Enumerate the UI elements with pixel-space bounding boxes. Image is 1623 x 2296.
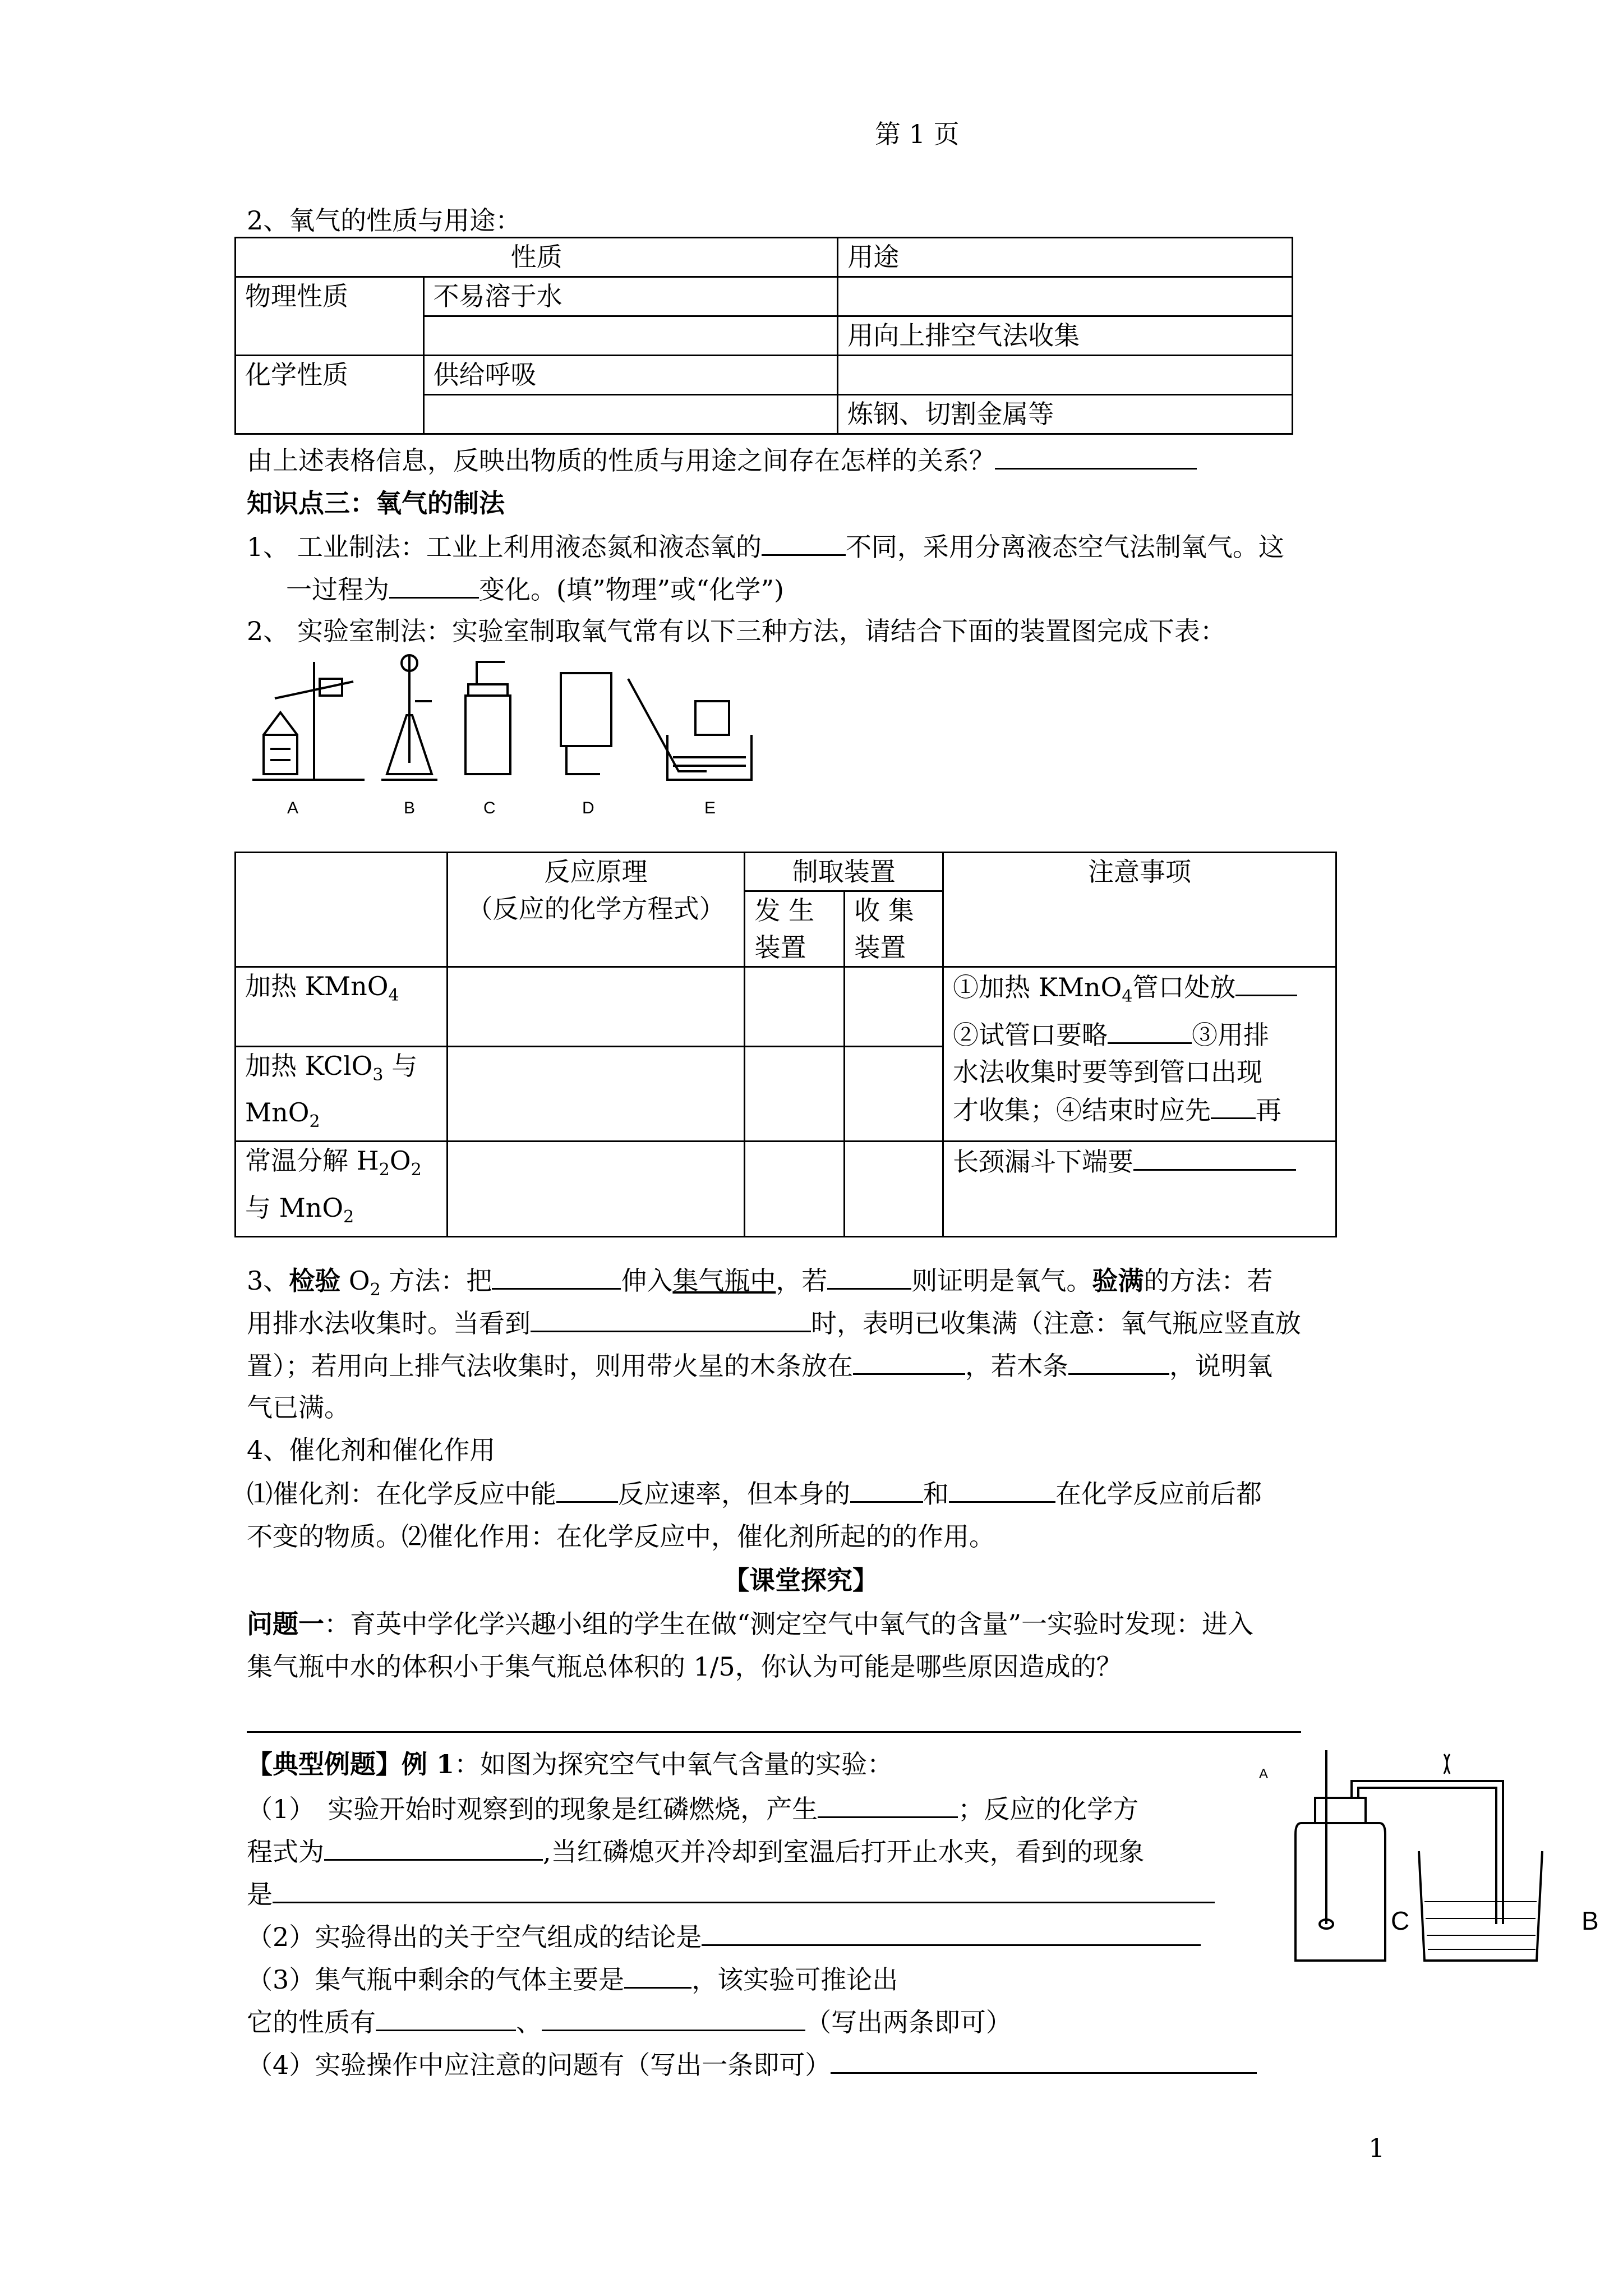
col-property-header: 性质 (236, 238, 838, 277)
apparatus-e-icon (628, 679, 751, 780)
physical-use-item: 用向上排空气法收集 (838, 316, 1293, 356)
lab-method-line: 2、 实验室制法：实验室制取氧气常有以下三种方法，请结合下面的装置图完成下表： (247, 616, 1226, 646)
beaker-icon (1419, 1851, 1542, 1961)
example-q4-line: （4）实验操作中应注意的问题有（写出一条即可） (247, 2042, 1257, 2087)
chemical-use-blank[interactable] (838, 356, 1293, 395)
row-kclo3-label: 加热 KClO$_3$ 与 MnO$_2$ (236, 1047, 448, 1142)
example-q1-line-1: （1） 实验开始时观察到的现象是红磷燃烧，产生 ；反应的化学方 (247, 1786, 1138, 1831)
figure-label-a: A (1259, 1766, 1269, 1782)
kclo3-equation-blank[interactable] (447, 1047, 745, 1142)
col-use-header: 用途 (838, 238, 1293, 277)
catalyst-line-2: 不变的物质。⑵催化作用：在化学反应中，催化剂所起的的作用。 (247, 1521, 995, 1552)
figure-label-b: B (1581, 1906, 1599, 1935)
page-number: 1 (1368, 2133, 1385, 2163)
example-q1-line-3: 是 (247, 1871, 1215, 1916)
inquiry-title: 【课堂探究】 (723, 1565, 878, 1595)
lab-methods-table (234, 852, 1337, 1237)
example-q3-line-2: 它的性质有 、 （写出两条即可） (247, 1999, 1012, 2044)
section-2-title: 2、氧气的性质与用途： (247, 205, 522, 236)
notes-header: 注意事项 (943, 853, 1336, 967)
test-method-line-3: 置）；若用向上排气法收集时，则用带火星的木条放在 ，若木条 ，说明氧 (247, 1343, 1272, 1388)
inquiry-question-line-1: 问题一：育英中学化学兴趣小组的学生在做“测定空气中氧气的含量”一实验时发现：进入 (247, 1609, 1254, 1639)
test-method-line-2: 用排水法收集时。当看到 时，表明已收集满（注意：氧气瓶应竖直放 (247, 1300, 1301, 1345)
figure-label-c: C (1391, 1906, 1410, 1935)
page-header-label: 第 1 页 (875, 119, 960, 149)
apparatus-d-label: D (582, 799, 594, 817)
example-q2-line: （2）实验得出的关于空气组成的结论是 (247, 1914, 1201, 1959)
kmno4-generator-blank[interactable] (745, 967, 845, 1047)
example-q3-line-1: （3）集气瓶中剩余的气体主要是 ，该实验可推论出 (247, 1957, 898, 2001)
connecting-tube-icon (1352, 1754, 1503, 1924)
apparatus-c-label: C (483, 799, 496, 817)
apparatus-e-label: E (704, 799, 716, 817)
catalyst-title: 4、催化剂和催化作用 (247, 1435, 496, 1465)
test-method-line-4: 气已满。 (247, 1392, 350, 1423)
change-type-blank[interactable] (389, 567, 479, 599)
h2o2-generator-blank[interactable] (745, 1142, 845, 1236)
apparatus-b-label: B (404, 799, 416, 817)
chemical-property-item: 供给呼吸 (423, 356, 838, 395)
apparatus-d-icon (561, 673, 611, 774)
principle-header: 反应原理 （反应的化学方程式） (447, 853, 745, 967)
industrial-method-line-2: 一过程为 变化。(填”物理”或“化学”) (286, 567, 784, 611)
inquiry-question-line-2: 集气瓶中水的体积小于集气瓶总体积的 1/5，你认为可能是哪些原因造成的？ (247, 1651, 1122, 1682)
kclo3-generator-blank[interactable] (745, 1047, 845, 1142)
apparatus-a-icon (252, 662, 365, 780)
experiment-figure (1256, 1739, 1604, 1975)
physical-property-item: 不易溶于水 (423, 277, 838, 316)
example-title: 【典型例题】例 1：如图为探究空气中氧气含量的实验： (247, 1749, 893, 1779)
test-method-line-1: 3、检验 $O_2$ 方法：把 伸入集气瓶中，若 则证明是氧气。验满的方法：若 (247, 1258, 1272, 1312)
device-header: 制取装置 (745, 853, 943, 891)
apparatus-b-icon (381, 655, 437, 780)
relation-question: 由上述表格信息，反映出物质的性质与用途之间存在怎样的关系？ (247, 438, 1197, 482)
inquiry-answer-line[interactable] (247, 1731, 1301, 1733)
chemical-property-blank[interactable] (423, 395, 838, 434)
apparatus-figure (241, 651, 847, 819)
kmno4-notes: ①加热 KMnO$_4$管口处放 ②试管口要略 ③用排 水法收集时要等到管口出现 才收集；④结束时应先 再 (943, 967, 1336, 1142)
h2o2-equation-blank[interactable] (447, 1142, 745, 1236)
example-q1-line-2: 程式为 ,当红磷熄灭并冷却到室温后打开止水夹，看到的现象 (247, 1829, 1145, 1874)
chemical-property-label: 化学性质 (236, 356, 424, 434)
kclo3-collector-blank[interactable] (845, 1047, 943, 1142)
row-kmno4-label: 加热 KMnO$_4$ (236, 967, 448, 1047)
kmno4-equation-blank[interactable] (447, 967, 745, 1047)
properties-table (234, 237, 1293, 435)
kp3-title: 知识点三：氧气的制法 (247, 488, 505, 518)
physical-property-label: 物理性质 (236, 277, 424, 356)
h2o2-collector-blank[interactable] (845, 1142, 943, 1236)
industrial-method-line: 1、 工业制法：工业上利用液态氮和液态氧的 不同，采用分离液态空气法制氧气。这 (247, 524, 1284, 569)
row-h2o2-label: 常温分解 $H_2O_2$ 与 MnO$_2$ (236, 1142, 448, 1236)
relation-answer-blank[interactable] (995, 438, 1197, 470)
physical-use-blank[interactable] (838, 277, 1293, 316)
collector-header: 收 集 装置 (845, 891, 943, 967)
kmno4-collector-blank[interactable] (845, 967, 943, 1047)
apparatus-c-icon (465, 662, 510, 774)
boiling-point-blank[interactable] (762, 524, 846, 556)
chemical-use-item: 炼钢、切割金属等 (838, 395, 1293, 434)
physical-property-blank[interactable] (423, 316, 838, 356)
catalyst-line-1: ⑴催化剂：在化学反应中能 反应速率，但本身的 和 在化学反应前后都 (247, 1471, 1262, 1516)
generator-header: 发 生 装置 (745, 891, 845, 967)
apparatus-a-label: A (287, 799, 299, 817)
h2o2-notes: 长颈漏斗下端要 (943, 1142, 1336, 1236)
